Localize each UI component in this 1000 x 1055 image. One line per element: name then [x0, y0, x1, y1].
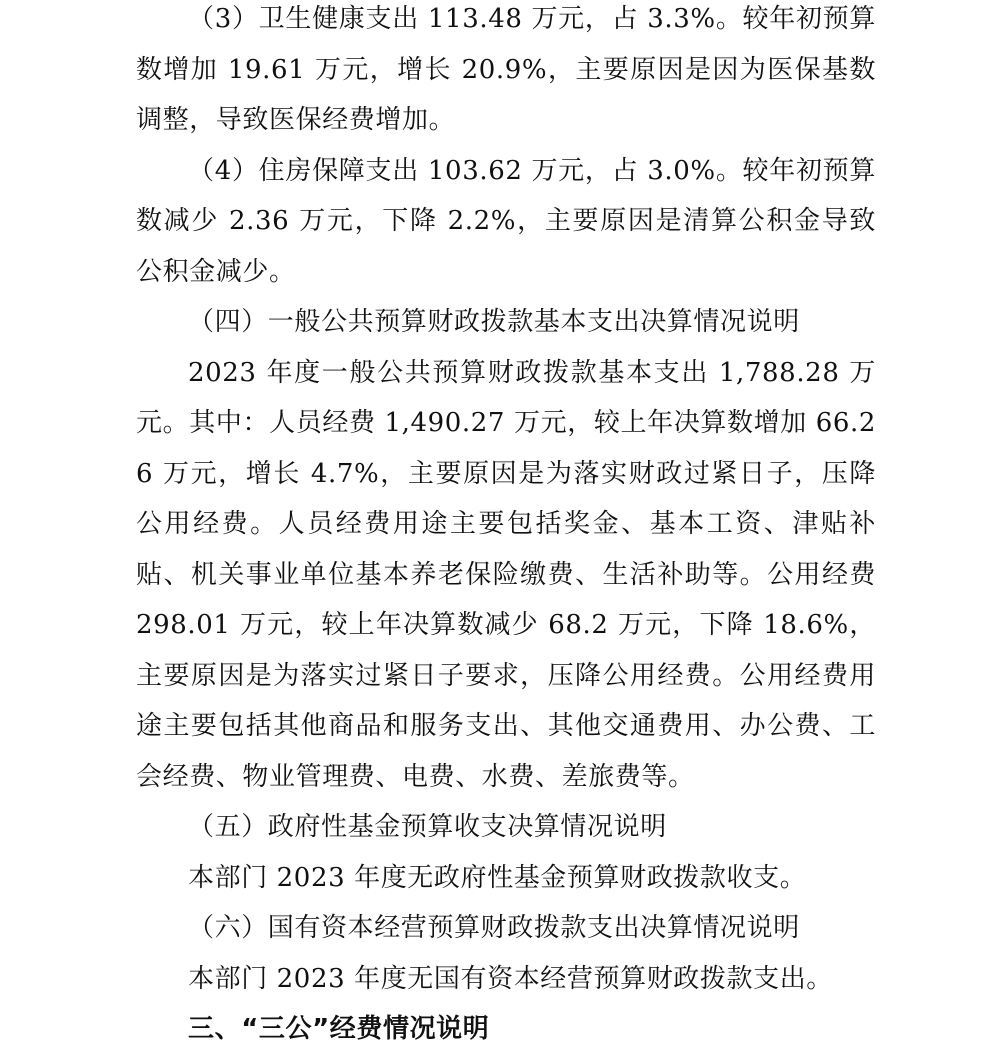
paragraph-basic-expenditure: 2023 年度一般公共预算财政拨款基本支出 1,788.28 万元。其中：人员经费 1,490.27 万元，较上年决算数增加 66.26 万元，增长 4.7%，主要原因是为落实财政过紧日子，压降公用经费。人员经费用途主要包括奖金、基本工资、津贴补贴、机关事业单位基本养老保险缴费、生活补助等。公用经费 298.01 万元，较上年决算数减少 68.2 万元，下降 18.6%，主要原因是为落实过紧日子要求，压降公用经费。公用经费用途主要包括其他商品和服务支出、其他交通费用、办公费、工会经费、物业管理费、电费、水费、差旅费等。	[136, 357, 876, 792]
heading-government-fund: （五）政府性基金预算收支决算情况说明	[188, 812, 667, 842]
heading-basic-expenditure: （四）一般公共预算财政拨款基本支出决算情况说明	[188, 307, 800, 337]
paragraph-government-fund: 本部门 2023 年度无政府性基金预算财政拨款收支。	[188, 862, 807, 893]
heading-state-capital: （六）国有资本经营预算财政拨款支出决算情况说明	[188, 913, 800, 943]
heading-three-public-expenses: 三、“三公”经费情况说明	[188, 1014, 490, 1044]
paragraph-housing-expenditure: （4）住房保障支出 103.62 万元，占 3.0%。较年初预算数减少 2.36 万元，下降 2.2%，主要原因是清算公积金导致公积金减少。	[136, 155, 876, 287]
paragraph-state-capital: 本部门 2023 年度无国有资本经营预算财政拨款支出。	[188, 963, 833, 994]
paragraph-health-expenditure: （3）卫生健康支出 113.48 万元，占 3.3%。较年初预算数增加 19.61 万元，增长 20.9%，主要原因是因为医保基数调整，导致医保经费增加。	[136, 4, 876, 135]
document-page	[136, 0, 876, 1055]
